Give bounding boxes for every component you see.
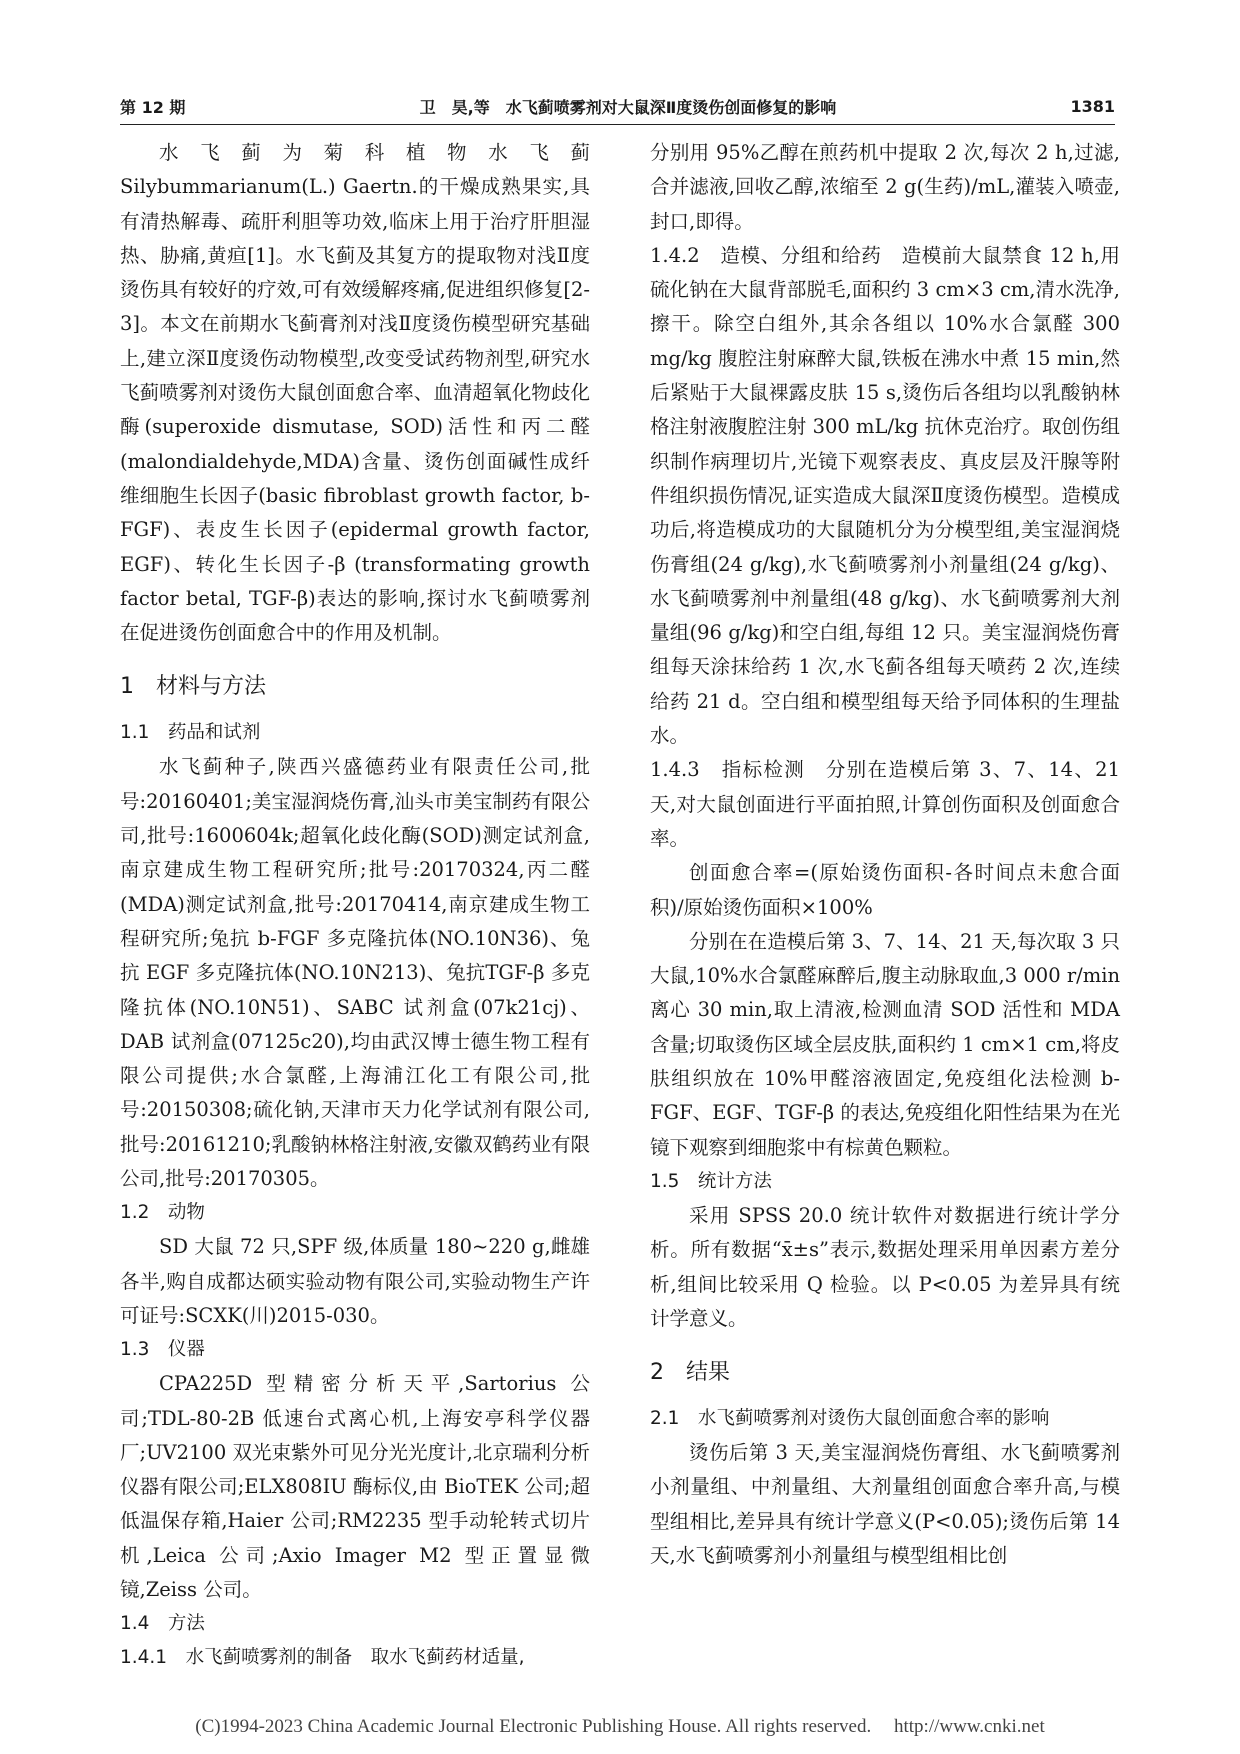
subsection-2-1: 2.1 水飞蓟喷雾剂对烫伤大鼠创面愈合率的影响 — [650, 1408, 1050, 1430]
subsection-1-4-1: 1.4.1 水飞蓟喷雾剂的制备 取水飞蓟药材适量, — [120, 1647, 525, 1669]
left-column — [120, 136, 590, 1675]
issue-number: 第 12 期 — [120, 97, 186, 117]
reagents-paragraph: 水飞蓟种子,陕西兴盛德药业有限责任公司,批号:20160401;美宝湿润烧伤膏,汕头市美宝制药有限公司,批号:1600604k;超氧化歧化酶(SOD)测定试剂盒,南京建成生物工程研究所;批号:20170324,丙二醛(MDA)测定试剂盒,批号:20170414,南京建成生物工程研究所;兔抗 b-FGF 多克隆抗体(NO.10N36)、兔抗 EGF 多克隆抗体(NO.10N213)、兔抗TGF-β 多克隆抗体(NO.10N51)、SABC 试剂盒(07k21cj)、DAB 试剂盒(07125c20),均由武汉博士德生物工程有限公司提供;水合氯醛,上海浦江化工有限公司,批号:20150308;硫化钠,天津市天力化学试剂有限公司,批号:20161210;乳酸钠林格注射液,安徽双鹤药业有限公司,批号:20170305。 — [120, 755, 590, 1191]
copyright-text: (C)1994-2023 China Academic Journal Electronic Publishing House. All rights reserved. — [195, 1716, 872, 1737]
subsection-1-2: 1.2 动物 — [120, 1202, 205, 1224]
copyright-footer — [0, 1716, 1240, 1738]
section-heading-1: 1 材料与方法 — [120, 674, 266, 700]
results-paragraph: 烫伤后第 3 天,美宝湿润烧伤膏组、水飞蓟喷雾剂小剂量组、中剂量组、大剂量组创面愈合率升高,与模型组相比,差异具有统计学意义(P<0.05);烫伤后第 14 天,水飞蓟喷雾剂小剂量组与模型组相比创 — [650, 1441, 1120, 1567]
preparation-paragraph: 分别用 95%乙醇在煎药机中提取 2 次,每次 2 h,过滤,合并滤液,回收乙醇,浓缩至 2 g(生药)/mL,灌装入喷壶,封口,即得。 — [650, 141, 1120, 233]
page-number: 1381 — [1070, 96, 1115, 116]
intro-paragraph: 水飞蓟为菊科植物水飞蓟 Silybummarianum(L.) Gaertn.的干燥成熟果实,具有清热解毒、疏肝利胆等功效,临床上用于治疗肝胆湿热、胁痛,黄疸[1]。水飞蓟及其复方的提取物对浅Ⅱ度烫伤具有较好的疗效,可有效缓解疼痛,促进组织修复[2-3]。本文在前期水飞蓟膏剂对浅Ⅱ度烫伤模型研究基础上,建立深Ⅱ度烫伤动物模型,改变受试药物剂型,研究水飞蓟喷雾剂对烫伤大鼠创面愈合率、血清超氧化物歧化酶(superoxide dismutase, SOD)活性和丙二醛(malondialdehyde,MDA)含量、烫伤创面碱性成纤维细胞生长因子(basic fibroblast growth factor, b-FGF)、表皮生长因子(epidermal growth factor, EGF)、转化生长因子-β (transformating growth factor betal, TGF-β)表达的影响,探讨水飞蓟喷雾剂在促进烫伤创面愈合中的作用及机制。 — [120, 141, 590, 645]
running-header — [120, 88, 1115, 124]
detection-paragraph: 1.4.3 指标检测 分别在造模后第 3、7、14、21 天,对大鼠创面进行平面拍照,计算创伤面积及创面愈合率。 — [650, 758, 1120, 850]
statistics-paragraph: 采用 SPSS 20.0 统计软件对数据进行统计学分析。所有数据“x̄±s”表示,数据处理采用单因素方差分析,组间比较采用 Q 检验。以 P<0.05 为差异具有统计学意义。 — [650, 1203, 1120, 1330]
cnki-link[interactable]: http://www.cnki.net — [893, 1716, 1045, 1737]
header-rule — [120, 124, 1115, 125]
section-heading-2: 2 结果 — [650, 1360, 730, 1386]
healing-rate-formula: 创面愈合率=(原始烫伤面积-各时间点未愈合面积)/原始烫伤面积×100% — [650, 861, 1120, 919]
running-title: 卫 昊,等 水飞蓟喷雾剂对大鼠深Ⅱ度烫伤创面修复的影响 — [419, 97, 837, 117]
subsection-1-4: 1.4 方法 — [120, 1613, 205, 1635]
instruments-paragraph: CPA225D 型精密分析天平,Sartorius 公司;TDL-80-2B 低速台式离心机,上海安亭科学仪器厂;UV2100 双光束紫外可见分光光度计,北京瑞利分析仪器有限公司;ELX808IU 酶标仪,由 BioTEK 公司;超低温保存箱,Haier 公司;RM2235 型手动轮转式切片机,Leica 公司;Axio Imager M2 型正置显微镜,Zeiss 公司。 — [120, 1372, 590, 1601]
sampling-paragraph: 分别在在造模后第 3、7、14、21 天,每次取 3 只大鼠,10%水合氯醛麻醉后,腹主动脉取血,3 000 r/min 离心 30 min,取上清液,检测血清 SOD 活性和 MDA 含量;切取烫伤区域全层皮肤,面积约 1 cm×1 cm,将皮肤组织放在 10%甲醛溶液固定,免疫组化法检测 b-FGF、EGF、TGF-β 的表达,免疫组化阳性结果为在光镜下观察到细胞浆中有棕黄色颗粒。 — [650, 929, 1120, 1159]
subsection-1-5: 1.5 统计方法 — [650, 1170, 772, 1192]
subsection-1-1: 1.1 药品和试剂 — [120, 722, 261, 744]
right-column — [650, 136, 1120, 1573]
animals-paragraph: SD 大鼠 72 只,SPF 级,体质量 180~220 g,雌雄各半,购自成都达硕实验动物有限公司,实验动物生产许可证号:SCXK(川)2015-030。 — [120, 1235, 590, 1327]
modeling-paragraph: 1.4.2 造模、分组和给药 造模前大鼠禁食 12 h,用硫化钠在大鼠背部脱毛,面积约 3 cm×3 cm,清水洗净,擦干。除空白组外,其余各组以 10%水合氯醛 300 mg/kg 腹腔注射麻醉大鼠,铁板在沸水中煮 15 min,然后紧贴于大鼠裸露皮肤 15 s,烫伤后各组均以乳酸钠林格注射液腹腔注射 300 mL/kg 抗休克治疗。取创伤组织制作病理切片,光镜下观察表皮、真皮层及汗腺等附件组织损伤情况,证实造成大鼠深Ⅱ度烫伤模型。造模成功后,将造模成功的大鼠随机分为分模型组,美宝湿润烧伤膏组(24 g/kg),水飞蓟喷雾剂小剂量组(24 g/kg)、水飞蓟喷雾剂中剂量组(48 g/kg)、水飞蓟喷雾剂大剂量组(96 g/kg)和空白组,每组 12 只。美宝湿润烧伤膏组每天涂抹给药 1 次,水飞蓟各组每天喷药 2 次,连续给药 21 d。空白组和模型组每天给予同体积的生理盐水。 — [650, 243, 1120, 748]
subsection-1-3: 1.3 仪器 — [120, 1339, 205, 1361]
